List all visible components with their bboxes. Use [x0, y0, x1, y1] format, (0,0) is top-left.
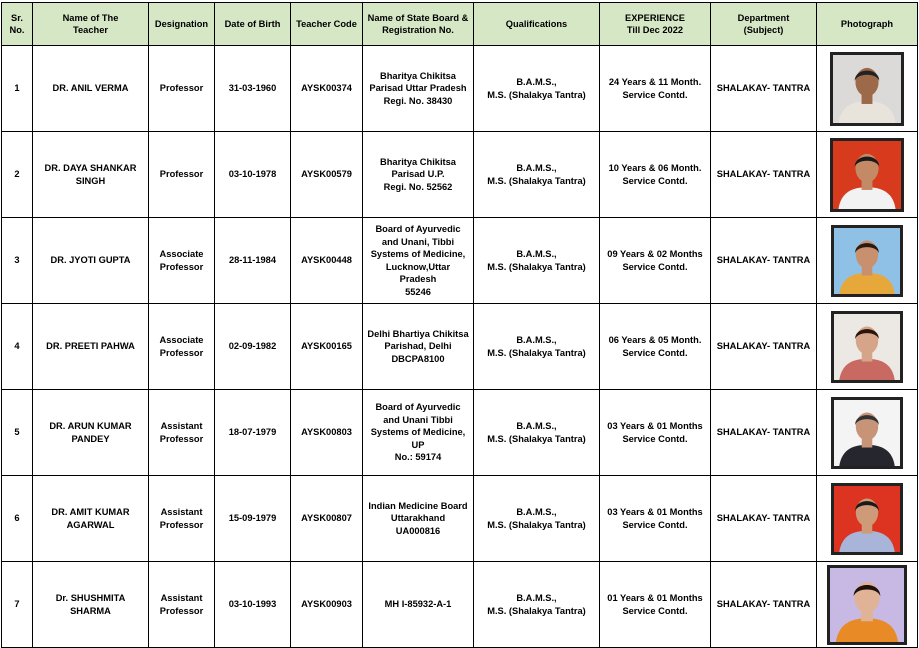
qualifications-cell: B.A.M.S., M.S. (Shalakya Tantra)	[474, 562, 600, 648]
teacher-name-cell: Dr. SHUSHMITA SHARMA	[33, 562, 149, 648]
teacher-photo	[827, 565, 907, 645]
teacher-photo	[831, 483, 903, 555]
header-department: Department (Subject)	[711, 3, 817, 46]
designation-cell: Assistant Professor	[149, 476, 215, 562]
teacher-name-cell: DR. DAYA SHANKAR SINGH	[33, 132, 149, 218]
date-of-birth-cell: 28-11-1984	[215, 218, 291, 304]
experience-cell: 03 Years & 01 Months Service Contd.	[600, 390, 711, 476]
header-date-of-birth: Date of Birth	[215, 3, 291, 46]
teacher-code-cell: AYSK00165	[291, 304, 363, 390]
qualifications-cell: B.A.M.S., M.S. (Shalakya Tantra)	[474, 476, 600, 562]
header-row	[2, 3, 918, 46]
teacher-photo	[831, 397, 903, 469]
header-photograph: Photograph	[817, 3, 918, 46]
header-state-board: Name of State Board & Registration No.	[363, 3, 474, 46]
teacher-photo	[831, 311, 903, 383]
photograph-cell	[817, 46, 918, 132]
table-row	[2, 304, 918, 390]
header-teacher-code: Teacher Code	[291, 3, 363, 46]
state-board-cell: Delhi Bhartiya Chikitsa Parishad, Delhi DBCPA8100	[363, 304, 474, 390]
teacher-photo	[830, 138, 904, 212]
designation-cell: Professor	[149, 46, 215, 132]
photograph-cell	[817, 304, 918, 390]
teacher-code-cell: AYSK00803	[291, 390, 363, 476]
department-cell: SHALAKAY- TANTRA	[711, 132, 817, 218]
sr-no-cell: 7	[2, 562, 33, 648]
table-row	[2, 218, 918, 304]
photograph-cell	[817, 218, 918, 304]
sr-no-cell: 3	[2, 218, 33, 304]
teacher-code-cell: AYSK00374	[291, 46, 363, 132]
date-of-birth-cell: 03-10-1993	[215, 562, 291, 648]
teacher-code-cell: AYSK00579	[291, 132, 363, 218]
faculty-table	[1, 2, 918, 648]
state-board-cell: Board of Ayurvedic and Unani Tibbi Systems of Medicine, UP No.: 59174	[363, 390, 474, 476]
photograph-cell	[817, 476, 918, 562]
date-of-birth-cell: 31-03-1960	[215, 46, 291, 132]
header-experience: EXPERIENCE Till Dec 2022	[600, 3, 711, 46]
designation-cell: Assistant Professor	[149, 390, 215, 476]
teacher-photo	[831, 225, 903, 297]
table-row	[2, 132, 918, 218]
date-of-birth-cell: 18-07-1979	[215, 390, 291, 476]
teacher-code-cell: AYSK00903	[291, 562, 363, 648]
header-qualifications: Qualifications	[474, 3, 600, 46]
teacher-code-cell: AYSK00448	[291, 218, 363, 304]
table-row	[2, 476, 918, 562]
sr-no-cell: 6	[2, 476, 33, 562]
designation-cell: Professor	[149, 132, 215, 218]
table-row	[2, 390, 918, 476]
experience-cell: 06 Years & 05 Month. Service Contd.	[600, 304, 711, 390]
date-of-birth-cell: 02-09-1982	[215, 304, 291, 390]
photograph-cell	[817, 390, 918, 476]
state-board-cell: Indian Medicine Board Uttarakhand UA000816	[363, 476, 474, 562]
teacher-name-cell: DR. ANIL VERMA	[33, 46, 149, 132]
teacher-photo	[830, 52, 904, 126]
state-board-cell: Board of Ayurvedic and Unani, Tibbi Systems of Medicine, Lucknow,Uttar Pradesh 55246	[363, 218, 474, 304]
teacher-name-cell: DR. ARUN KUMAR PANDEY	[33, 390, 149, 476]
qualifications-cell: B.A.M.S., M.S. (Shalakya Tantra)	[474, 218, 600, 304]
department-cell: SHALAKAY- TANTRA	[711, 476, 817, 562]
date-of-birth-cell: 03-10-1978	[215, 132, 291, 218]
teacher-code-cell: AYSK00807	[291, 476, 363, 562]
department-cell: SHALAKAY- TANTRA	[711, 562, 817, 648]
experience-cell: 03 Years & 01 Months Service Contd.	[600, 476, 711, 562]
teacher-name-cell: DR. PREETI PAHWA	[33, 304, 149, 390]
qualifications-cell: B.A.M.S., M.S. (Shalakya Tantra)	[474, 132, 600, 218]
table-row	[2, 46, 918, 132]
experience-cell: 01 Years & 01 Months Service Contd.	[600, 562, 711, 648]
experience-cell: 09 Years & 02 Months Service Contd.	[600, 218, 711, 304]
experience-cell: 10 Years & 06 Month. Service Contd.	[600, 132, 711, 218]
department-cell: SHALAKAY- TANTRA	[711, 390, 817, 476]
state-board-cell: MH I-85932-A-1	[363, 562, 474, 648]
sr-no-cell: 1	[2, 46, 33, 132]
sr-no-cell: 2	[2, 132, 33, 218]
experience-cell: 24 Years & 11 Month. Service Contd.	[600, 46, 711, 132]
date-of-birth-cell: 15-09-1979	[215, 476, 291, 562]
state-board-cell: Bharitya Chikitsa Parisad U.P. Regi. No. 52562	[363, 132, 474, 218]
photograph-cell	[817, 132, 918, 218]
department-cell: SHALAKAY- TANTRA	[711, 304, 817, 390]
header-teacher-name: Name of The Teacher	[33, 3, 149, 46]
qualifications-cell: B.A.M.S., M.S. (Shalakya Tantra)	[474, 304, 600, 390]
teacher-name-cell: DR. JYOTI GUPTA	[33, 218, 149, 304]
teacher-name-cell: DR. AMIT KUMAR AGARWAL	[33, 476, 149, 562]
designation-cell: Assistant Professor	[149, 562, 215, 648]
sr-no-cell: 5	[2, 390, 33, 476]
header-designation: Designation	[149, 3, 215, 46]
department-cell: SHALAKAY- TANTRA	[711, 46, 817, 132]
qualifications-cell: B.A.M.S., M.S. (Shalakya Tantra)	[474, 46, 600, 132]
designation-cell: Associate Professor	[149, 218, 215, 304]
department-cell: SHALAKAY- TANTRA	[711, 218, 817, 304]
state-board-cell: Bharitya Chikitsa Parisad Uttar Pradesh Regi. No. 38430	[363, 46, 474, 132]
header-sr-no: Sr. No.	[2, 3, 33, 46]
qualifications-cell: B.A.M.S., M.S. (Shalakya Tantra)	[474, 390, 600, 476]
designation-cell: Associate Professor	[149, 304, 215, 390]
sr-no-cell: 4	[2, 304, 33, 390]
